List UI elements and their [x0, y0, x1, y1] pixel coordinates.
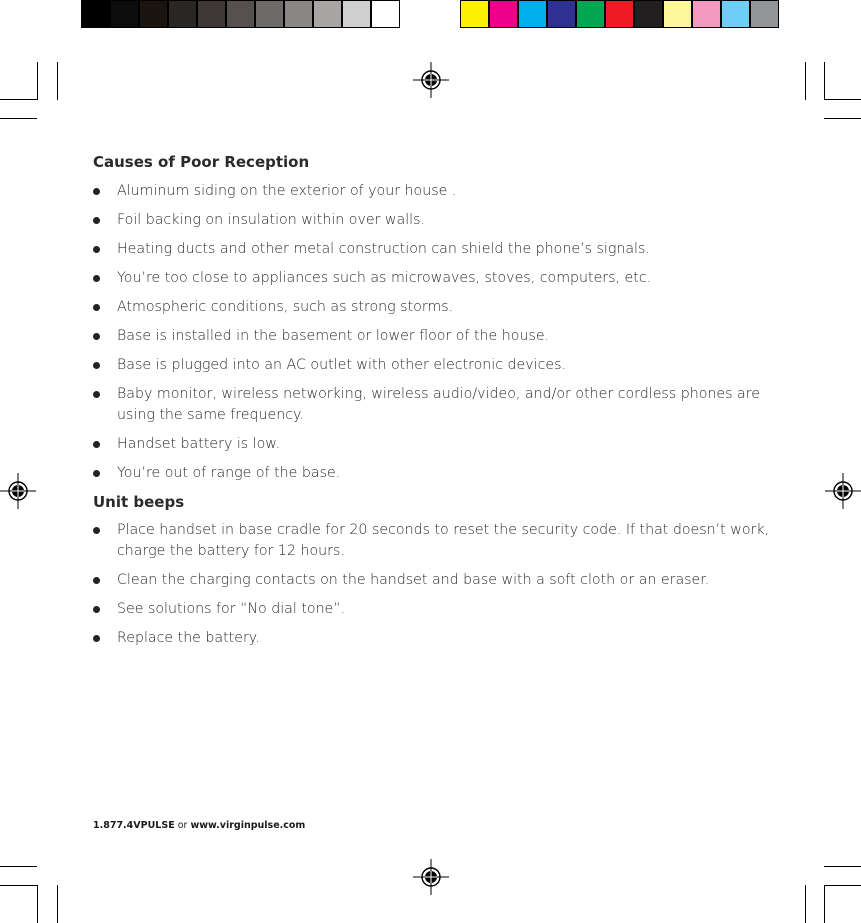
troubleshooting-content	[93, 152, 773, 657]
color-swatch	[110, 0, 139, 28]
list-item	[93, 599, 773, 620]
color-swatch	[634, 0, 663, 28]
poor-reception-list	[93, 181, 773, 484]
color-swatch	[371, 0, 400, 28]
registration-mark-bottom-icon	[413, 859, 449, 895]
list-item-text: Place handset in base cradle for 20 seconds to reset the security code. If that doesn’t work, charge the battery for 12 hours.	[117, 522, 770, 559]
bullet-icon	[93, 577, 100, 584]
list-item	[93, 628, 773, 649]
bullet-icon	[93, 441, 100, 448]
registration-mark-top-icon	[413, 62, 449, 98]
list-item-text: See solutions for “No dial tone”.	[117, 601, 346, 617]
bullet-icon	[93, 304, 100, 311]
list-item-text: Aluminum siding on the exterior of your house .	[117, 183, 457, 199]
bullet-icon	[93, 217, 100, 224]
color-swatch	[605, 0, 634, 28]
color-swatch	[168, 0, 197, 28]
bullet-icon	[93, 362, 100, 369]
color-swatch	[518, 0, 547, 28]
color-swatch	[342, 0, 371, 28]
page-footer	[93, 820, 305, 831]
color-swatch	[663, 0, 692, 28]
list-item	[93, 326, 773, 347]
list-item	[93, 570, 773, 591]
bullet-icon	[93, 606, 100, 613]
list-item	[93, 384, 773, 426]
list-item	[93, 268, 773, 289]
list-item-text: Clean the charging contacts on the handset and base with a soft cloth or an eraser.	[117, 572, 710, 588]
list-item	[93, 297, 773, 318]
list-item-text: Replace the battery.	[117, 630, 260, 646]
list-item-text: Baby monitor, wireless networking, wireless audio/video, and/or other cordless phones are using the same frequency.	[117, 386, 760, 423]
bullet-icon	[93, 391, 100, 398]
color-swatch	[721, 0, 750, 28]
color-swatch	[750, 0, 779, 28]
registration-mark-left-icon	[0, 473, 36, 509]
color-swatch	[81, 0, 110, 28]
color-swatch	[460, 0, 489, 28]
list-item	[93, 210, 773, 231]
bullet-icon	[93, 275, 100, 282]
bullet-icon	[93, 188, 100, 195]
color-swatch	[692, 0, 721, 28]
registration-mark-right-icon	[825, 473, 861, 509]
section-heading-unit-beeps: Unit beeps	[93, 493, 185, 511]
color-swatch	[284, 0, 313, 28]
list-item	[93, 463, 773, 484]
color-swatch	[313, 0, 342, 28]
website-link[interactable]: www.virginpulse.com	[190, 820, 306, 831]
list-item-text: Base is plugged into an AC outlet with other electronic devices.	[117, 357, 567, 373]
process-color-bar	[460, 0, 779, 30]
bullet-icon	[93, 246, 100, 253]
list-item	[93, 239, 773, 260]
list-item-text: Foil backing on insulation within over walls.	[117, 212, 425, 228]
list-item-text: You’re out of range of the base.	[117, 465, 341, 481]
unit-beeps-list	[93, 520, 773, 649]
list-item-text: Base is installed in the basement or lower floor of the house.	[117, 328, 550, 344]
color-swatch	[255, 0, 284, 28]
bullet-icon	[93, 527, 100, 534]
footer-or-text: or	[174, 820, 191, 831]
support-phone: 1.877.4VPULSE	[93, 820, 175, 831]
list-item	[93, 434, 773, 455]
grayscale-color-bar	[81, 0, 400, 30]
color-swatch	[139, 0, 168, 28]
list-item	[93, 520, 773, 562]
color-swatch	[226, 0, 255, 28]
list-item	[93, 181, 773, 202]
bullet-icon	[93, 470, 100, 477]
list-item-text: You’re too close to appliances such as microwaves, stoves, computers, etc.	[117, 270, 652, 286]
bullet-icon	[93, 333, 100, 340]
color-swatch	[489, 0, 518, 28]
color-swatch	[547, 0, 576, 28]
list-item-text: Heating ducts and other metal construction can shield the phone’s signals.	[117, 241, 650, 257]
list-item-text: Atmospheric conditions, such as strong storms.	[117, 299, 454, 315]
list-item-text: Handset battery is low.	[117, 436, 281, 452]
list-item	[93, 355, 773, 376]
bullet-icon	[93, 635, 100, 642]
color-swatch	[197, 0, 226, 28]
color-swatch	[576, 0, 605, 28]
section-heading-poor-reception: Causes of Poor Reception	[93, 153, 310, 171]
